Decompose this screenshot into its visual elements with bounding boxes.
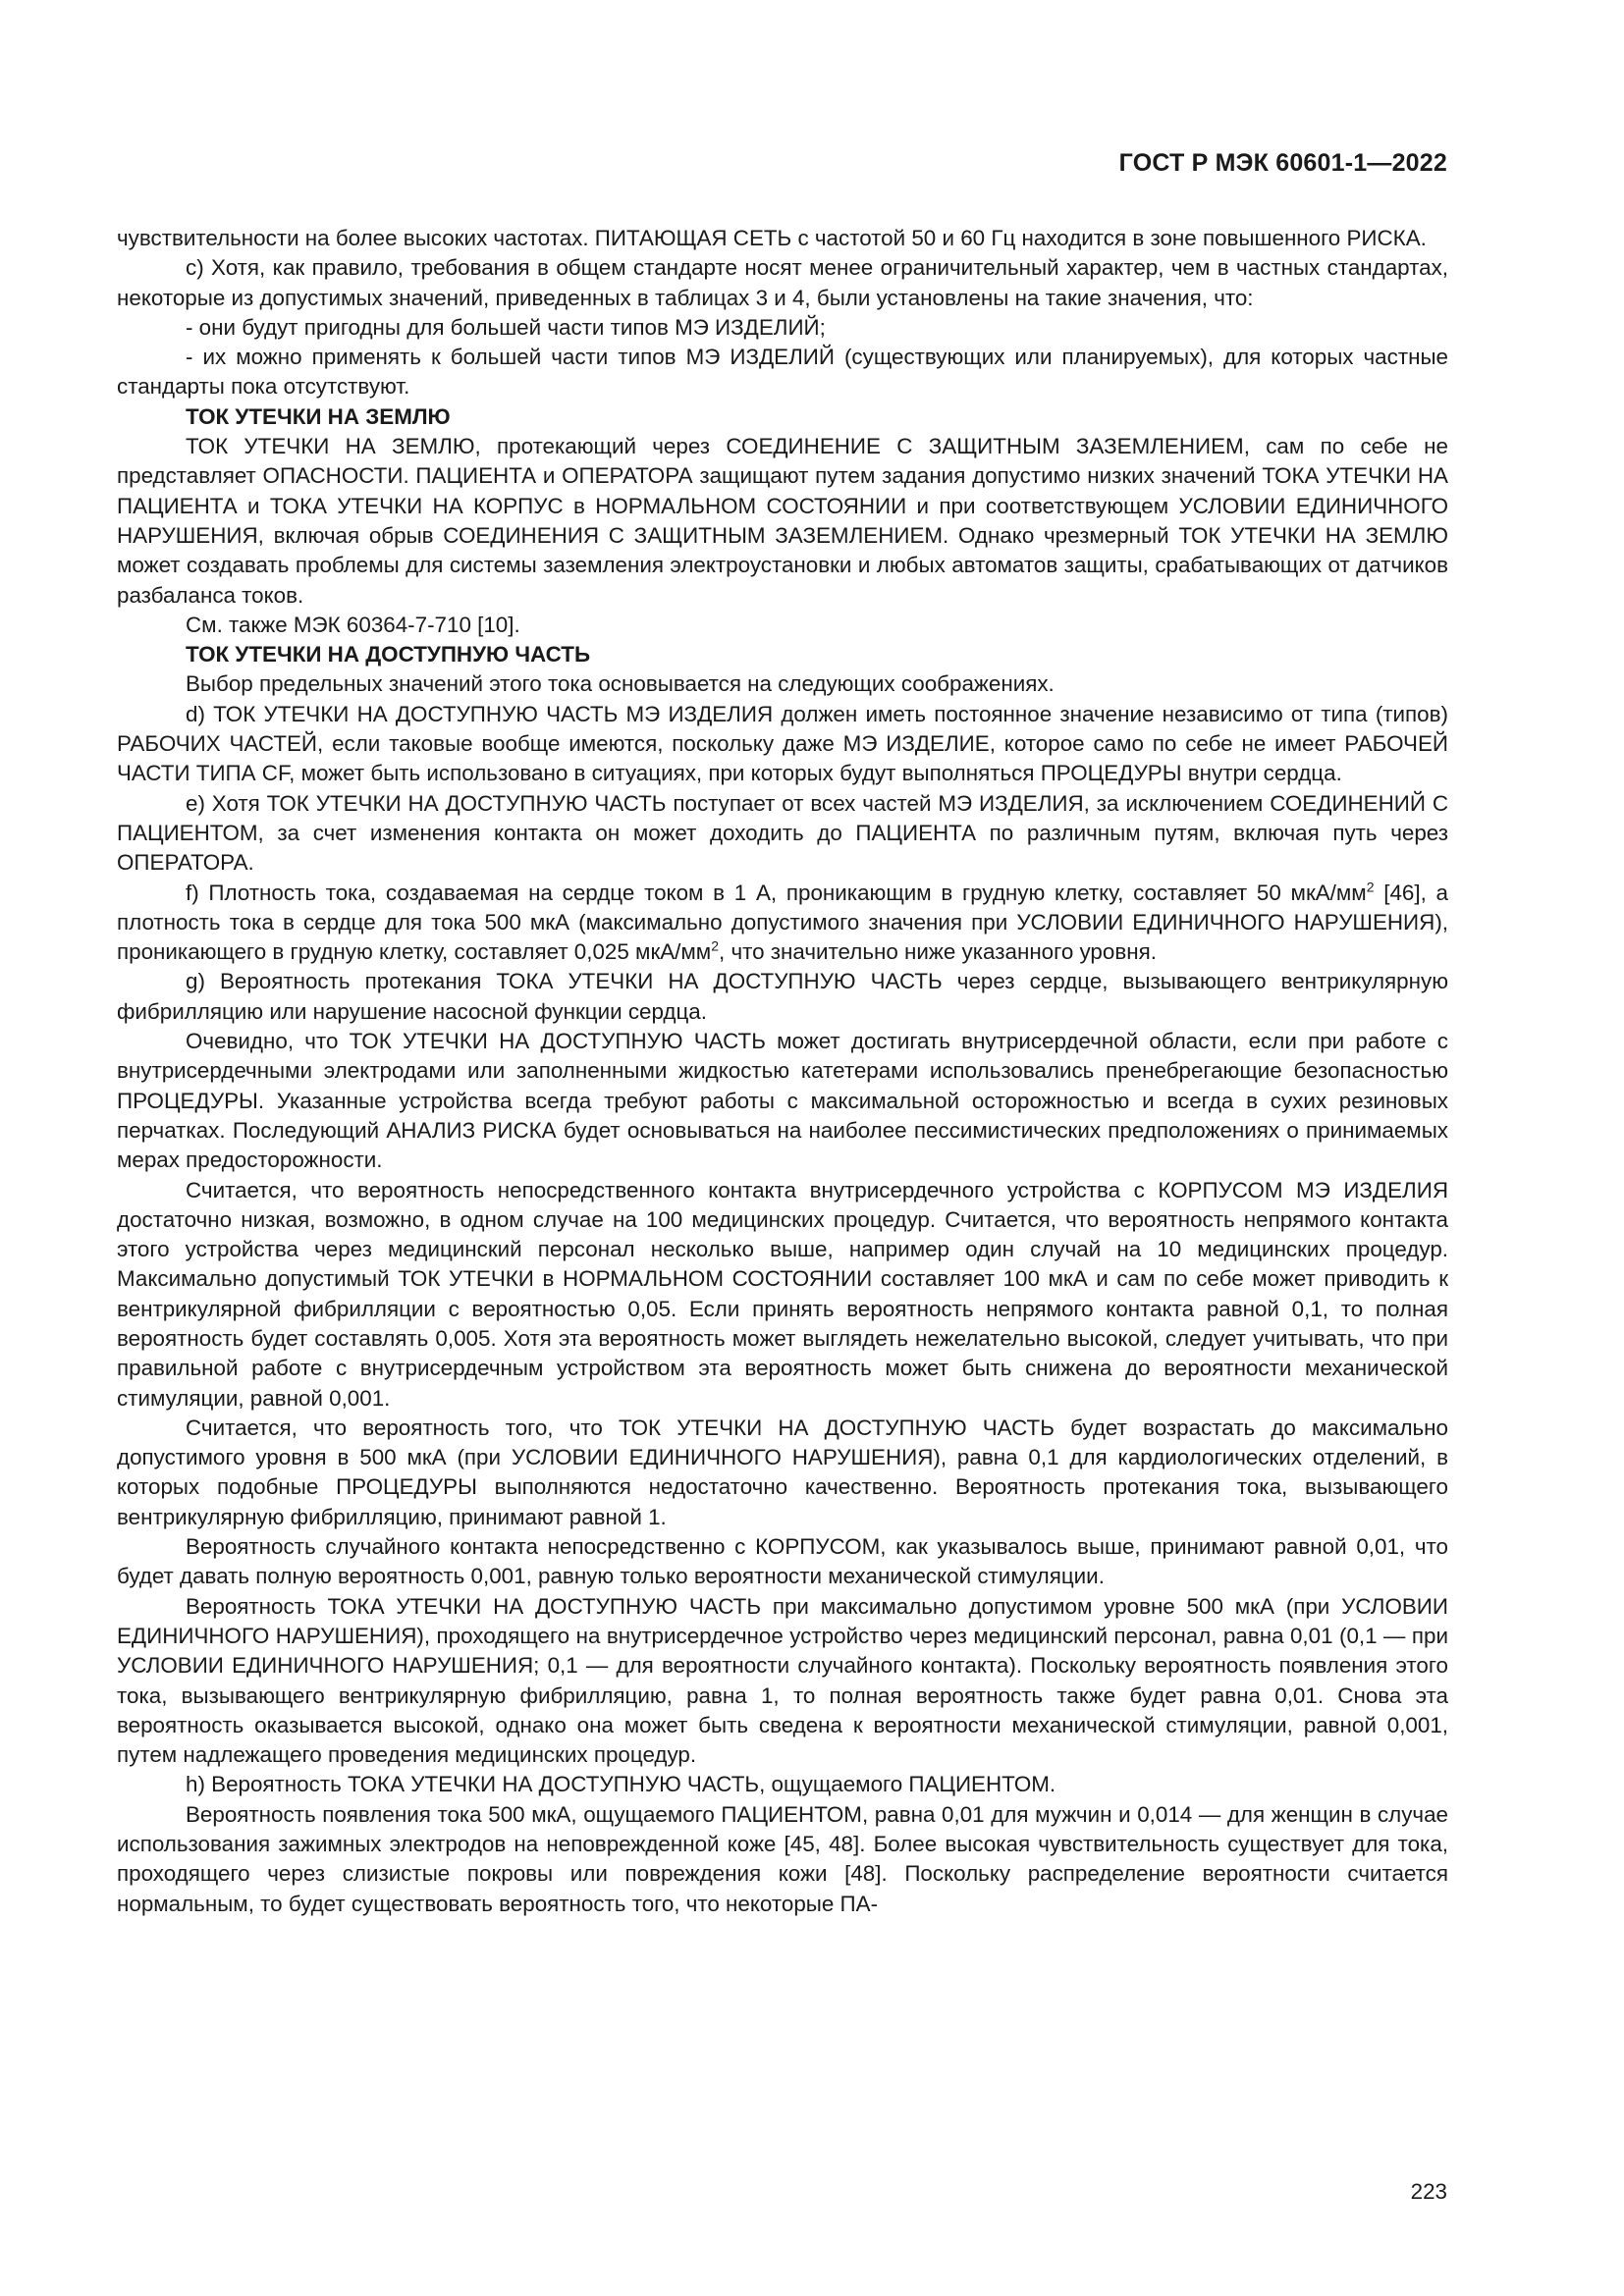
paragraph: Выбор предельных значений этого тока основывается на следующих соображениях. bbox=[186, 671, 1055, 697]
list-item: - их можно применять к большей части типов МЭ ИЗДЕЛИЙ (существующих или планируемых), для которых частные стандарты пока отсутствуют. bbox=[117, 345, 1448, 400]
paragraph-reference: См. также МЭК 60364-7-710 [10]. bbox=[186, 612, 520, 637]
paragraph: Вероятность ТОКА УТЕЧКИ НА ДОСТУПНУЮ ЧАСТЬ при максимально допустимом уровне 500 мкА (при УСЛОВИИ ЕДИНИЧНОГО НАРУШЕНИЯ), проходящего на внутрисердечное устройство через медицинский персонал, равна 0,01 (0,1 — при УСЛОВИИ ЕДИНИЧНОГО НАРУШЕНИЯ; 0,1 — для вероятности случайного контакта). Поскольку вероятность появления этого тока, вызывающего вентрикулярную фибрилляцию, равна 1, то полная вероятность также будет равна 0,01. Снова эта вероятность оказывается высокой, однако она может быть сведена к вероятности механической стимуляции, равной 0,001, путем надлежащего проведения медицинских процедур. bbox=[117, 1593, 1448, 1768]
paragraph-part: , что значительно ниже указанного уровня. bbox=[719, 939, 1157, 965]
paragraph-item-d: d) ТОК УТЕЧКИ НА ДОСТУПНУЮ ЧАСТЬ МЭ ИЗДЕЛИЯ должен иметь постоянное значение независимо от типа (типов) РАБОЧИХ ЧАСТЕЙ, если таковые вообще имеются, поскольку даже МЭ ИЗДЕЛИЕ, которое само по себе не имеет РАБОЧЕЙ ЧАСТИ ТИПА CF, может быть использовано в ситуациях, при которых будут выполняться ПРОЦЕДУРЫ внутри сердца. bbox=[117, 701, 1448, 786]
paragraph: Считается, что вероятность того, что ТОК УТЕЧКИ НА ДОСТУПНУЮ ЧАСТЬ будет возрастать до максимально допустимого уровня в 500 мкА (при УСЛОВИИ ЕДИНИЧНОГО НАРУШЕНИЯ), равна 0,1 для кардиологических отделений, в которых подобные ПРОЦЕДУРЫ выполняются недостаточно качественно. Вероятность протекания тока, вызывающего вентрикулярную фибрилляцию, принимают равной 1. bbox=[117, 1415, 1448, 1529]
paragraph: Считается, что вероятность непосредственного контакта внутрисердечного устройства с КОРПУСОМ МЭ ИЗДЕЛИЯ достаточно низкая, возможно, в одном случае на 100 медицинских процедур. Считается, что вероятность непрямого контакта этого устройства через медицинский персонал несколько выше, например один случай на 10 медицинских процедур. Максимально допустимый ТОК УТЕЧКИ в НОРМАЛЬНОМ СОСТОЯНИИ составляет 100 мкА и сам по себе может приводить к вентрикулярной фибрилляции с вероятностью 0,05. Если принять вероятность непрямого контакта равной 0,1, то полная вероятность будет составлять 0,005. Хотя эта вероятность может выглядеть нежелательно высокой, следует учитывать, что при правильной работе с внутрисердечным устройством эта вероятность может быть снижена до вероятности механической стимуляции, равной 0,001. bbox=[117, 1177, 1448, 1411]
page-number: 223 bbox=[1410, 2179, 1447, 2204]
paragraph-item-g: g) Вероятность протекания ТОКА УТЕЧКИ НА ДОСТУПНУЮ ЧАСТЬ через сердце, вызывающего вентрикулярную фибрилляцию или нарушение насосной функции сердца. bbox=[117, 969, 1448, 1024]
body-text bbox=[117, 224, 1448, 1919]
paragraph: Очевидно, что ТОК УТЕЧКИ НА ДОСТУПНУЮ ЧАСТЬ может достигать внутрисердечной области, если при работе с внутрисердечными электродами или заполненными жидкостью катетерами использовались пренебрегающие безопасностью ПРОЦЕДУРЫ. Указанные устройства всегда требуют работы с максимальной осторожностью и всегда в сухих резиновых перчатках. Последующий АНАЛИЗ РИСКА будет основываться на наиболее пессимистических предположениях о принимаемых мерах предосторожности. bbox=[117, 1029, 1448, 1173]
paragraph-item-h: h) Вероятность ТОКА УТЕЧКИ НА ДОСТУПНУЮ ЧАСТЬ, ощущаемого ПАЦИЕНТОМ. bbox=[186, 1772, 1056, 1797]
section-heading-earth-leakage: ТОК УТЕЧКИ НА ЗЕМЛЮ bbox=[186, 403, 451, 429]
paragraph: ТОК УТЕЧКИ НА ЗЕМЛЮ, протекающий через СОЕДИНЕНИЕ С ЗАЩИТНЫМ ЗАЗЕМЛЕНИЕМ, сам по себе не представляет ОПАСНОСТИ. ПАЦИЕНТА и ОПЕРАТОРА защищают путем задания допустимо низких значений ТОКА УТЕЧКИ НА ПАЦИЕНТА и ТОКА УТЕЧКИ НА КОРПУС в НОРМАЛЬНОМ СОСТОЯНИИ и при соответствующем УСЛОВИИ ЕДИНИЧНОГО НАРУШЕНИЯ, включая обрыв СОЕДИНЕНИЯ С ЗАЩИТНЫМ ЗАЗЕМЛЕНИЕМ. Однако чрезмерный ТОК УТЕЧКИ НА ЗЕМЛЮ может создавать проблемы для системы заземления электроустановки и любых автоматов защиты, срабатывающих от датчиков разбаланса токов. bbox=[117, 434, 1448, 608]
paragraph-part: [46], а плотность тока в сердце для тока 500 мкА (максимально допустимого значения при УСЛОВИИ ЕДИНИЧНОГО НАРУШЕНИЯ), проникающего в грудную клетку, составляет 0,025 мкА/мм bbox=[117, 880, 1448, 965]
paragraph: чувствительности на более высоких частотах. ПИТАЮЩАЯ СЕТЬ с частотой 50 и 60 Гц находится в зоне повышенного РИСКА. bbox=[117, 226, 1427, 250]
section-heading-touch-current: ТОК УТЕЧКИ НА ДОСТУПНУЮ ЧАСТЬ bbox=[186, 642, 591, 667]
superscript: 2 bbox=[1366, 879, 1375, 895]
paragraph-item-c: c) Хотя, как правило, требования в общем стандарте носят менее ограничительный характер, чем в частных стандартах, некоторые из допустимых значений, приведенных в таблицах 3 и 4, были установлены на такие значения, что: bbox=[117, 255, 1448, 310]
standard-code-header: ГОСТ Р МЭК 60601-1—2022 bbox=[1118, 149, 1447, 177]
paragraph-part: f) Плотность тока, создаваемая на сердце током в 1 А, проникающим в грудную клетку, составляет 50 мкА/мм bbox=[186, 880, 1367, 905]
list-item: - они будут пригодны для большей части типов МЭ ИЗДЕЛИЙ; bbox=[186, 314, 826, 340]
paragraph: Вероятность случайного контакта непосредственно с КОРПУСОМ, как указывалось выше, принимают равной 0,01, что будет давать полную вероятность 0,001, равную только вероятности механической стимуляции. bbox=[117, 1534, 1448, 1589]
paragraph: Вероятность появления тока 500 мкА, ощущаемого ПАЦИЕНТОМ, равна 0,01 для мужчин и 0,014 — для женщин в случае использования зажимных электродов на неповрежденной коже [45, 48]. Более высокая чувствительность существует для тока, проходящего через слизистые покровы или повреждения кожи [48]. Поскольку распределение вероятности считается нормальным, то будет существовать вероятность того, что некоторые ПА- bbox=[117, 1801, 1448, 1916]
paragraph-item-f bbox=[117, 879, 1448, 968]
paragraph-item-e: e) Хотя ТОК УТЕЧКИ НА ДОСТУПНУЮ ЧАСТЬ поступает от всех частей МЭ ИЗДЕЛИЯ, за исключением СОЕДИНЕНИЙ С ПАЦИЕНТОМ, за счет изменения контакта он может доходить до ПАЦИЕНТА по различным путям, включая путь через ОПЕРАТОРА. bbox=[117, 790, 1448, 876]
superscript: 2 bbox=[711, 937, 719, 954]
